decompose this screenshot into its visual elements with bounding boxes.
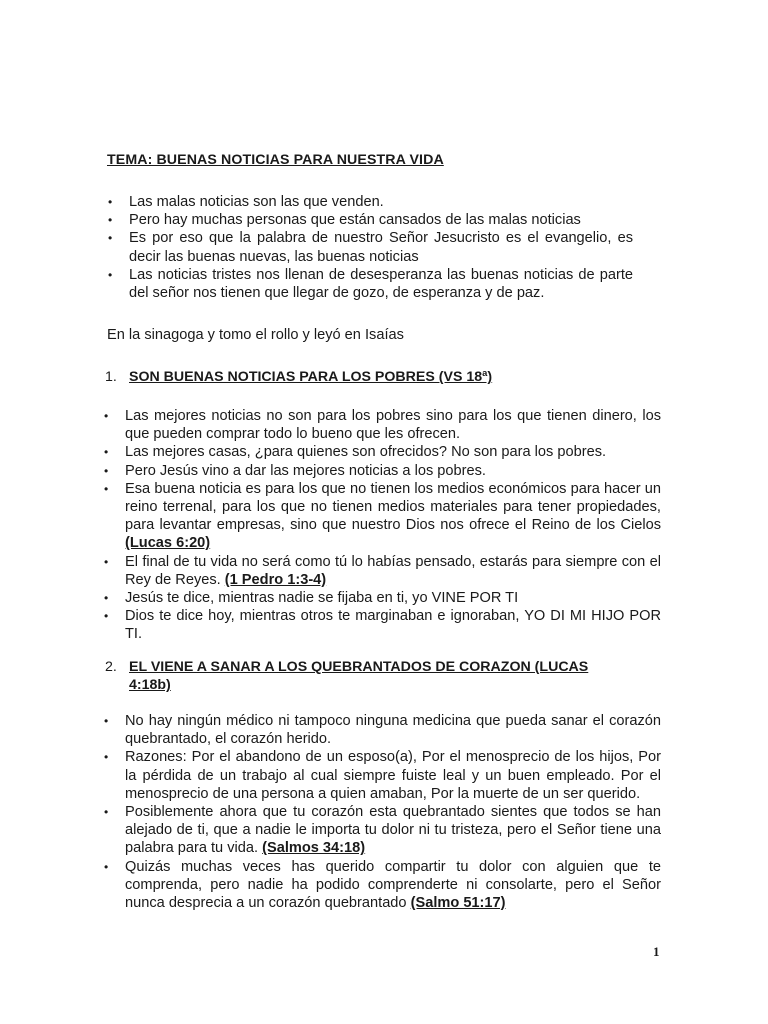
list-item (104, 462, 661, 480)
list-item-text: Posiblemente ahora que tu corazón esta quebrantado sientes que todos se han alejado de ti, que a nadie le importa tu dolor ni tu tristeza, pero el Señor tiene una palabra para tu vida. (125, 804, 661, 857)
bullet-icon: • (104, 463, 109, 478)
bullet-icon: • (104, 591, 109, 606)
list-item (108, 211, 633, 229)
document-title: TEMA: BUENAS NOTICIAS PARA NUESTRA VIDA (107, 152, 444, 168)
list-item-text: Esa buena noticia es para los que no tienen los medios económicos para hacer un reino terrenal, para los que no tienen medios materiales para tener propiedades, para levantar empresas, sino que nuestro Dios nos ofrece el Reino de los Cielos (125, 480, 661, 534)
list-item-text: El final de tu vida no será como tú lo habías pensado, estarás para siempre con el Rey de Reyes. (125, 553, 661, 588)
list-item-text: Las mejores noticias no son para los pobres sino para los que tienen dinero, los que pueden comprar todo lo bueno que les ofrecen. (125, 408, 661, 443)
bullet-icon: • (108, 213, 113, 228)
bullet-icon: • (104, 805, 109, 820)
list-item (108, 193, 633, 211)
scripture-reference: (1 Pedro 1:3-4) (224, 571, 327, 588)
list-item (104, 443, 661, 461)
intro-bullet-list (108, 193, 633, 302)
bullet-icon: • (104, 609, 109, 624)
list-item (104, 407, 661, 443)
section-bullet-list (104, 712, 661, 912)
list-item-text: Las noticias tristes nos llenan de desesperanza las buenas noticias de parte del señor nos tienen que llegar de gozo, de esperanza y de paz. (129, 266, 633, 302)
bullet-icon: • (104, 714, 109, 728)
section-number: 2. (105, 659, 117, 675)
section-heading-text: EL VIENE A SANAR A LOS QUEBRANTADOS DE CORAZON (LUCAS 4:18b) (129, 659, 589, 694)
bullet-icon: • (104, 409, 109, 423)
section-number: 1. (105, 369, 117, 385)
list-item (104, 748, 661, 803)
bullet-icon: • (104, 554, 109, 569)
bullet-icon: • (104, 859, 109, 874)
bullet-icon: • (108, 195, 113, 209)
list-item-text: Jesús te dice, mientras nadie se fijaba en ti, yo VINE POR TI (125, 590, 519, 607)
list-item (104, 607, 661, 643)
list-item-text: No hay ningún médico ni tampoco ninguna medicina que pueda sanar el corazón quebrantado, el corazón herido. (125, 713, 661, 748)
bullet-icon: • (104, 481, 109, 496)
list-item-text: Las malas noticias son las que venden. (129, 194, 384, 210)
scripture-reference: (Salmos 34:18) (262, 840, 366, 857)
intro-paragraph: En la sinagoga y tomo el rollo y leyó en Isaías (107, 327, 404, 343)
section-heading-text: SON BUENAS NOTICIAS PARA LOS POBRES (VS 18ª) (129, 369, 493, 385)
list-item (104, 712, 661, 748)
scripture-reference: (Lucas 6:20) (125, 535, 211, 552)
page-number: 1 (653, 944, 660, 959)
list-item (104, 803, 661, 858)
bullet-icon: • (104, 445, 109, 460)
bullet-icon: • (104, 750, 109, 765)
list-item-text: Las mejores casas, ¿para quienes son ofrecidos? No son para los pobres. (125, 444, 607, 461)
list-item-text: Dios te dice hoy, mientras otros te marginaban e ignoraban, YO DI MI HIJO POR TI. (125, 608, 661, 643)
list-item (104, 553, 661, 589)
bullet-icon: • (108, 231, 113, 246)
list-item-text: Razones: Por el abandono de un esposo(a), Por el menosprecio de los hijos, Por la pérdida de un trabajo al cual siempre fuiste leal y un buen empleado. Por el menosprecio de una persona a quien amaban, Por la muerte de un ser querido. (125, 749, 661, 802)
list-item-text: Es por eso que la palabra de nuestro Señor Jesucristo es el evangelio, es decir las buenas nuevas, las buenas noticias (129, 230, 633, 265)
bullet-icon: • (108, 267, 113, 282)
list-item-text: Quizás muchas veces has querido compartir tu dolor con alguien que te comprenda, pero nadie ha podido comprenderte ni consolarte, pero el Señor nunca desprecia a un corazón quebrantado (125, 858, 661, 912)
list-item (104, 480, 661, 553)
list-item (104, 589, 661, 607)
list-item (108, 266, 633, 302)
list-item (104, 858, 661, 913)
scripture-reference: (Salmo 51:17) (410, 895, 506, 912)
list-item-text: Pero Jesús vino a dar las mejores noticias a los pobres. (125, 462, 486, 479)
section-bullet-list (104, 407, 661, 644)
list-item (108, 229, 633, 265)
list-item-text: Pero hay muchas personas que están cansados de las malas noticias (129, 212, 581, 229)
